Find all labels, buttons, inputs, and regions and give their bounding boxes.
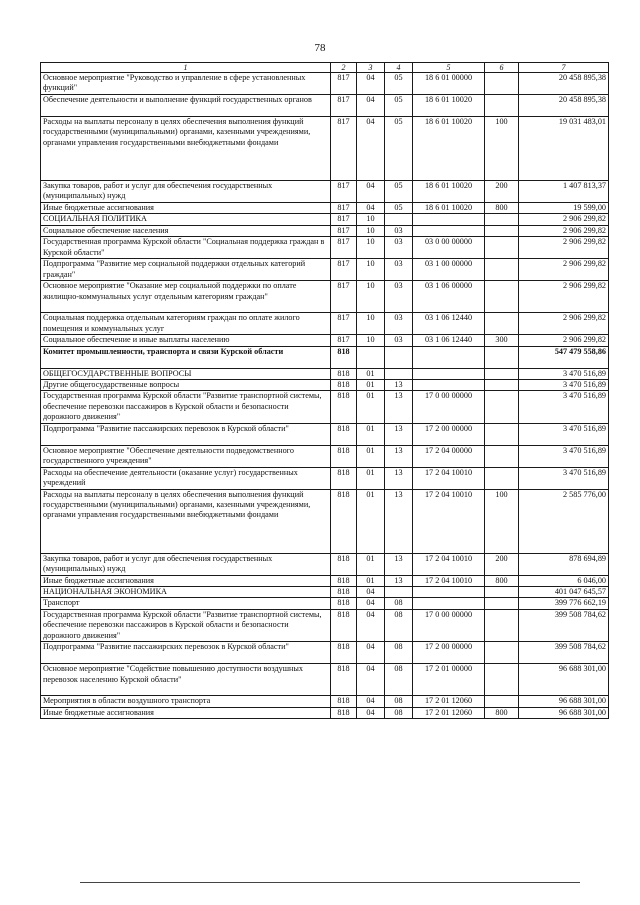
row-name: Государственная программа Курской области "Развитие транспортной системы, обеспечение перевозки пассажиров в Курской области и безопасности дорожного движения" xyxy=(41,609,331,641)
row-code-4: 08 xyxy=(385,664,413,696)
row-amount: 19 031 483,01 xyxy=(519,117,609,181)
row-code-4: 03 xyxy=(385,281,413,313)
row-code-5 xyxy=(413,380,485,391)
row-name: НАЦИОНАЛЬНАЯ ЭКОНОМИКА xyxy=(41,587,331,598)
row-name: Комитет промышленности, транспорта и связи Курской области xyxy=(41,346,331,368)
row-code-3: 04 xyxy=(357,642,385,664)
row-amount: 3 470 516,89 xyxy=(519,368,609,379)
table-row xyxy=(41,335,609,346)
table-row xyxy=(41,203,609,214)
row-code-6: 200 xyxy=(485,181,519,203)
page-number: 78 xyxy=(314,42,326,54)
table-row xyxy=(41,346,609,368)
column-header: 6 xyxy=(485,63,519,73)
row-name: ОБЩЕГОСУДАРСТВЕННЫЕ ВОПРОСЫ xyxy=(41,368,331,379)
table-row xyxy=(41,707,609,718)
row-code-6: 300 xyxy=(485,335,519,346)
table-row xyxy=(41,237,609,259)
row-code-5 xyxy=(413,225,485,236)
row-code-2: 817 xyxy=(331,237,357,259)
column-header: 1 xyxy=(41,63,331,73)
row-code-5: 17 2 04 10010 xyxy=(413,553,485,575)
row-code-5 xyxy=(413,214,485,225)
row-code-3: 04 xyxy=(357,203,385,214)
row-code-3: 04 xyxy=(357,609,385,641)
row-name: СОЦИАЛЬНАЯ ПОЛИТИКА xyxy=(41,214,331,225)
row-code-3: 01 xyxy=(357,423,385,445)
row-code-4: 08 xyxy=(385,609,413,641)
row-code-3: 04 xyxy=(357,181,385,203)
row-code-5: 18 6 01 00000 xyxy=(413,73,485,95)
row-amount: 3 470 516,89 xyxy=(519,391,609,423)
row-code-4: 05 xyxy=(385,181,413,203)
row-code-2: 818 xyxy=(331,467,357,489)
row-code-6: 200 xyxy=(485,553,519,575)
column-header: 2 xyxy=(331,63,357,73)
row-name: Подпрограмма "Развитие пассажирских перевозок в Курской области" xyxy=(41,642,331,664)
row-code-4: 08 xyxy=(385,696,413,707)
row-code-5: 03 1 06 00000 xyxy=(413,281,485,313)
table-row xyxy=(41,73,609,95)
row-code-3: 01 xyxy=(357,380,385,391)
row-code-6 xyxy=(485,313,519,335)
column-header: 5 xyxy=(413,63,485,73)
table-row xyxy=(41,489,609,553)
row-code-6 xyxy=(485,587,519,598)
table-row xyxy=(41,214,609,225)
row-amount: 3 470 516,89 xyxy=(519,380,609,391)
row-code-2: 818 xyxy=(331,553,357,575)
row-code-2: 817 xyxy=(331,73,357,95)
row-name: Государственная программа Курской области "Развитие транспортной системы, обеспечение перевозки пассажиров в Курской области и безопасности дорожного движения" xyxy=(41,391,331,423)
table-row xyxy=(41,423,609,445)
table-row xyxy=(41,696,609,707)
row-amount: 401 047 645,57 xyxy=(519,587,609,598)
table-row xyxy=(41,587,609,598)
row-code-2: 817 xyxy=(331,259,357,281)
row-code-2: 818 xyxy=(331,664,357,696)
row-name: Социальное обеспечение и иные выплаты населению xyxy=(41,335,331,346)
row-code-2: 817 xyxy=(331,214,357,225)
table-row xyxy=(41,467,609,489)
row-code-5: 17 0 00 00000 xyxy=(413,391,485,423)
row-code-5: 18 6 01 10020 xyxy=(413,203,485,214)
row-code-4: 05 xyxy=(385,117,413,181)
row-code-6 xyxy=(485,73,519,95)
row-code-2: 817 xyxy=(331,117,357,181)
row-code-5: 17 2 01 00000 xyxy=(413,664,485,696)
row-code-4: 13 xyxy=(385,445,413,467)
row-code-6 xyxy=(485,237,519,259)
row-name: Подпрограмма "Развитие мер социальной поддержки отдельных категорий граждан" xyxy=(41,259,331,281)
row-code-3: 01 xyxy=(357,368,385,379)
table-row xyxy=(41,575,609,586)
row-name: Мероприятия в области воздушного транспорта xyxy=(41,696,331,707)
row-amount: 2 906 299,82 xyxy=(519,259,609,281)
row-code-5: 03 1 00 00000 xyxy=(413,259,485,281)
row-code-5: 03 0 00 00000 xyxy=(413,237,485,259)
row-name: Иные бюджетные ассигнования xyxy=(41,575,331,586)
row-code-4: 03 xyxy=(385,259,413,281)
table-row xyxy=(41,313,609,335)
row-code-6 xyxy=(485,368,519,379)
row-code-6 xyxy=(485,95,519,117)
row-code-5 xyxy=(413,587,485,598)
row-code-3: 01 xyxy=(357,553,385,575)
row-name: Транспорт xyxy=(41,598,331,609)
row-code-2: 817 xyxy=(331,225,357,236)
row-code-6 xyxy=(485,467,519,489)
row-amount: 2 906 299,82 xyxy=(519,225,609,236)
row-code-3: 10 xyxy=(357,259,385,281)
row-amount: 399 508 784,62 xyxy=(519,609,609,641)
row-code-3: 04 xyxy=(357,117,385,181)
row-code-2: 818 xyxy=(331,423,357,445)
table-row xyxy=(41,117,609,181)
row-code-6: 800 xyxy=(485,707,519,718)
row-code-5: 03 1 06 12440 xyxy=(413,335,485,346)
row-code-5: 17 2 00 00000 xyxy=(413,642,485,664)
row-name: Обеспечение деятельности и выполнение функций государственных органов xyxy=(41,95,331,117)
row-code-4: 03 xyxy=(385,335,413,346)
row-code-6: 800 xyxy=(485,203,519,214)
table-row xyxy=(41,281,609,313)
row-name: Подпрограмма "Развитие пассажирских перевозок в Курской области" xyxy=(41,423,331,445)
row-code-4: 03 xyxy=(385,225,413,236)
table-row xyxy=(41,664,609,696)
row-name: Закупка товаров, работ и услуг для обеспечения государственных (муниципальных) нужд xyxy=(41,181,331,203)
row-amount: 6 046,00 xyxy=(519,575,609,586)
row-amount: 2 906 299,82 xyxy=(519,281,609,313)
row-code-2: 818 xyxy=(331,346,357,368)
row-code-3: 10 xyxy=(357,214,385,225)
row-code-3: 01 xyxy=(357,445,385,467)
row-code-6: 100 xyxy=(485,489,519,553)
row-amount: 2 585 776,00 xyxy=(519,489,609,553)
row-name: Другие общегосударственные вопросы xyxy=(41,380,331,391)
table-row xyxy=(41,380,609,391)
row-code-4: 03 xyxy=(385,237,413,259)
row-code-3: 04 xyxy=(357,587,385,598)
row-code-4 xyxy=(385,214,413,225)
row-code-5: 17 2 01 12060 xyxy=(413,696,485,707)
row-code-2: 818 xyxy=(331,489,357,553)
row-name: Расходы на выплаты персоналу в целях обеспечения выполнения функций государственными (муниципальными) органами, казенными учреждениями, органами управления государственными внебюджетными фондами xyxy=(41,489,331,553)
row-code-2: 818 xyxy=(331,575,357,586)
row-code-3 xyxy=(357,346,385,368)
row-code-5: 17 2 04 10010 xyxy=(413,575,485,586)
row-code-4: 03 xyxy=(385,313,413,335)
table-row xyxy=(41,181,609,203)
row-code-2: 817 xyxy=(331,95,357,117)
row-code-4: 13 xyxy=(385,423,413,445)
row-amount: 3 470 516,89 xyxy=(519,423,609,445)
row-name: Основное мероприятие "Содействие повышению доступности воздушных перевозок населению Курской области" xyxy=(41,664,331,696)
row-code-5: 17 2 01 12060 xyxy=(413,707,485,718)
row-amount: 2 906 299,82 xyxy=(519,335,609,346)
row-code-5: 18 6 01 10020 xyxy=(413,117,485,181)
row-code-4: 05 xyxy=(385,95,413,117)
row-code-5: 17 2 00 00000 xyxy=(413,423,485,445)
row-code-6 xyxy=(485,423,519,445)
row-name: Закупка товаров, работ и услуг для обеспечения государственных (муниципальных) нужд xyxy=(41,553,331,575)
row-code-4: 13 xyxy=(385,553,413,575)
row-code-6 xyxy=(485,346,519,368)
row-name: Расходы на обеспечение деятельности (оказание услуг) государственных учреждений xyxy=(41,467,331,489)
row-code-2: 818 xyxy=(331,445,357,467)
row-name: Расходы на выплаты персоналу в целях обеспечения выполнения функций государственными (муниципальными) органами, казенными учреждениями, органами управления государственными внебюджетными фондами xyxy=(41,117,331,181)
table-row xyxy=(41,609,609,641)
row-code-6 xyxy=(485,642,519,664)
column-header: 3 xyxy=(357,63,385,73)
row-code-3: 01 xyxy=(357,467,385,489)
row-code-3: 01 xyxy=(357,489,385,553)
table-row xyxy=(41,391,609,423)
row-code-6: 800 xyxy=(485,575,519,586)
row-code-6 xyxy=(485,214,519,225)
column-header: 4 xyxy=(385,63,413,73)
row-code-2: 818 xyxy=(331,609,357,641)
row-code-3: 10 xyxy=(357,281,385,313)
table-row xyxy=(41,642,609,664)
table-row xyxy=(41,368,609,379)
table-row xyxy=(41,553,609,575)
row-code-6 xyxy=(485,259,519,281)
header-row xyxy=(41,63,609,73)
table-row xyxy=(41,598,609,609)
row-code-2: 818 xyxy=(331,368,357,379)
row-code-5: 18 6 01 10020 xyxy=(413,95,485,117)
row-code-4: 13 xyxy=(385,391,413,423)
row-code-2: 817 xyxy=(331,335,357,346)
row-amount: 2 906 299,82 xyxy=(519,214,609,225)
row-code-5: 17 2 04 10010 xyxy=(413,467,485,489)
row-code-5: 18 6 01 10020 xyxy=(413,181,485,203)
table-row xyxy=(41,225,609,236)
row-code-5 xyxy=(413,598,485,609)
row-code-3: 10 xyxy=(357,313,385,335)
row-amount: 399 776 662,19 xyxy=(519,598,609,609)
row-code-4 xyxy=(385,587,413,598)
row-code-2: 818 xyxy=(331,707,357,718)
row-code-3: 04 xyxy=(357,598,385,609)
row-amount: 547 479 558,86 xyxy=(519,346,609,368)
table-row xyxy=(41,259,609,281)
table-row xyxy=(41,445,609,467)
row-code-6 xyxy=(485,391,519,423)
row-amount: 2 906 299,82 xyxy=(519,237,609,259)
row-code-6 xyxy=(485,609,519,641)
row-code-6 xyxy=(485,225,519,236)
page-bottom-rule xyxy=(80,882,580,883)
column-header: 7 xyxy=(519,63,609,73)
row-code-4: 13 xyxy=(385,467,413,489)
row-amount: 96 688 301,00 xyxy=(519,664,609,696)
row-code-2: 817 xyxy=(331,203,357,214)
row-code-5: 17 2 04 10010 xyxy=(413,489,485,553)
row-name: Иные бюджетные ассигнования xyxy=(41,203,331,214)
row-code-5: 03 1 06 12440 xyxy=(413,313,485,335)
row-code-3: 01 xyxy=(357,575,385,586)
row-code-6 xyxy=(485,380,519,391)
row-code-2: 818 xyxy=(331,642,357,664)
row-code-3: 04 xyxy=(357,73,385,95)
row-code-3: 10 xyxy=(357,335,385,346)
row-amount: 20 458 895,38 xyxy=(519,95,609,117)
row-code-4: 05 xyxy=(385,203,413,214)
row-code-2: 818 xyxy=(331,587,357,598)
row-code-3: 04 xyxy=(357,664,385,696)
row-code-4: 05 xyxy=(385,73,413,95)
row-code-2: 818 xyxy=(331,391,357,423)
row-name: Основное мероприятие "Оказание мер социальной поддержки по оплате жилищно-коммунальных услуг отдельным категориям граждан" xyxy=(41,281,331,313)
row-code-4 xyxy=(385,368,413,379)
row-amount: 96 688 301,00 xyxy=(519,707,609,718)
row-code-2: 818 xyxy=(331,598,357,609)
row-code-4 xyxy=(385,346,413,368)
row-code-5 xyxy=(413,368,485,379)
row-name: Социальное обеспечение населения xyxy=(41,225,331,236)
row-name: Основное мероприятие "Обеспечение деятельности подведомственного государственного учреждения" xyxy=(41,445,331,467)
row-code-6 xyxy=(485,664,519,696)
row-amount: 2 906 299,82 xyxy=(519,313,609,335)
row-amount: 3 470 516,89 xyxy=(519,445,609,467)
table-row xyxy=(41,95,609,117)
row-code-2: 817 xyxy=(331,313,357,335)
row-amount: 20 458 895,38 xyxy=(519,73,609,95)
row-name: Основное мероприятие "Руководство и управление в сфере установленных функций" xyxy=(41,73,331,95)
row-code-4: 08 xyxy=(385,642,413,664)
row-amount: 399 508 784,62 xyxy=(519,642,609,664)
row-code-6: 100 xyxy=(485,117,519,181)
row-code-2: 817 xyxy=(331,281,357,313)
row-code-5: 17 2 04 00000 xyxy=(413,445,485,467)
row-code-6 xyxy=(485,696,519,707)
row-code-2: 817 xyxy=(331,181,357,203)
row-code-6 xyxy=(485,445,519,467)
row-name: Социальная поддержка отдельным категориям граждан по оплате жилого помещения и коммунальных услуг xyxy=(41,313,331,335)
row-code-4: 13 xyxy=(385,489,413,553)
row-amount: 878 694,89 xyxy=(519,553,609,575)
row-code-2: 818 xyxy=(331,696,357,707)
row-code-6 xyxy=(485,281,519,313)
row-code-3: 01 xyxy=(357,391,385,423)
row-amount: 96 688 301,00 xyxy=(519,696,609,707)
row-code-4: 13 xyxy=(385,575,413,586)
row-amount: 19 599,00 xyxy=(519,203,609,214)
row-name: Иные бюджетные ассигнования xyxy=(41,707,331,718)
row-code-5: 17 0 00 00000 xyxy=(413,609,485,641)
row-code-3: 04 xyxy=(357,696,385,707)
row-code-6 xyxy=(485,598,519,609)
row-name: Государственная программа Курской области "Социальная поддержка граждан в Курской области" xyxy=(41,237,331,259)
row-amount: 3 470 516,89 xyxy=(519,467,609,489)
row-code-3: 04 xyxy=(357,95,385,117)
row-code-4: 08 xyxy=(385,598,413,609)
row-code-3: 10 xyxy=(357,237,385,259)
budget-table xyxy=(40,62,609,719)
row-code-3: 04 xyxy=(357,707,385,718)
row-code-4: 13 xyxy=(385,380,413,391)
row-amount: 1 407 813,37 xyxy=(519,181,609,203)
row-code-5 xyxy=(413,346,485,368)
row-code-3: 10 xyxy=(357,225,385,236)
row-code-4: 08 xyxy=(385,707,413,718)
row-code-2: 818 xyxy=(331,380,357,391)
